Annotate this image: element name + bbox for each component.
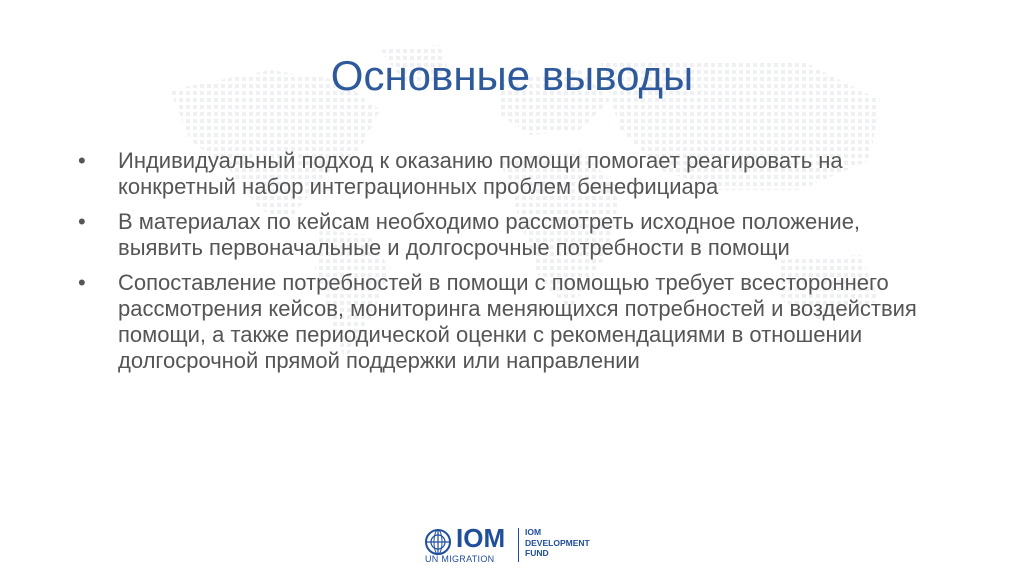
iom-logo: [424, 523, 604, 564]
fund-label: [525, 527, 590, 559]
fund-line: DEVELOPMENT: [525, 537, 590, 548]
fund-line: IOM: [525, 527, 542, 537]
fund-line: FUND: [525, 548, 549, 558]
bullet-item: [78, 270, 938, 374]
bullet-marker: •: [78, 209, 86, 234]
bullet-item: [78, 209, 938, 261]
bullet-list: [78, 148, 938, 383]
slide-title: Основные выводы: [330, 52, 694, 99]
logo-tagline: UN MIGRATION: [425, 554, 495, 564]
bullet-marker: •: [78, 148, 86, 173]
un-globe-icon: [424, 528, 452, 556]
logo-divider: [518, 528, 519, 562]
bullet-item: [78, 148, 938, 200]
logo-name: IOM: [456, 523, 506, 553]
bullet-text: В материалах по кейсам необходимо рассмотреть исходное положение, выявить первоначальные и долгосрочные потребности в помощи: [118, 209, 861, 260]
bullet-marker: •: [78, 270, 86, 295]
bullet-text: Индивидуальный подход к оказанию помощи помогает реагировать на конкретный набор интеграционных проблем бенефициара: [118, 148, 843, 199]
bullet-text: Сопоставление потребностей в помощи с помощью требует всестороннего рассмотрения кейсов, мониторинга меняющихся потребностей и воздействия помощи, а также периодической оценки с рекомендациями в отношении долгосрочной прямой поддержки или направлении: [118, 270, 917, 373]
